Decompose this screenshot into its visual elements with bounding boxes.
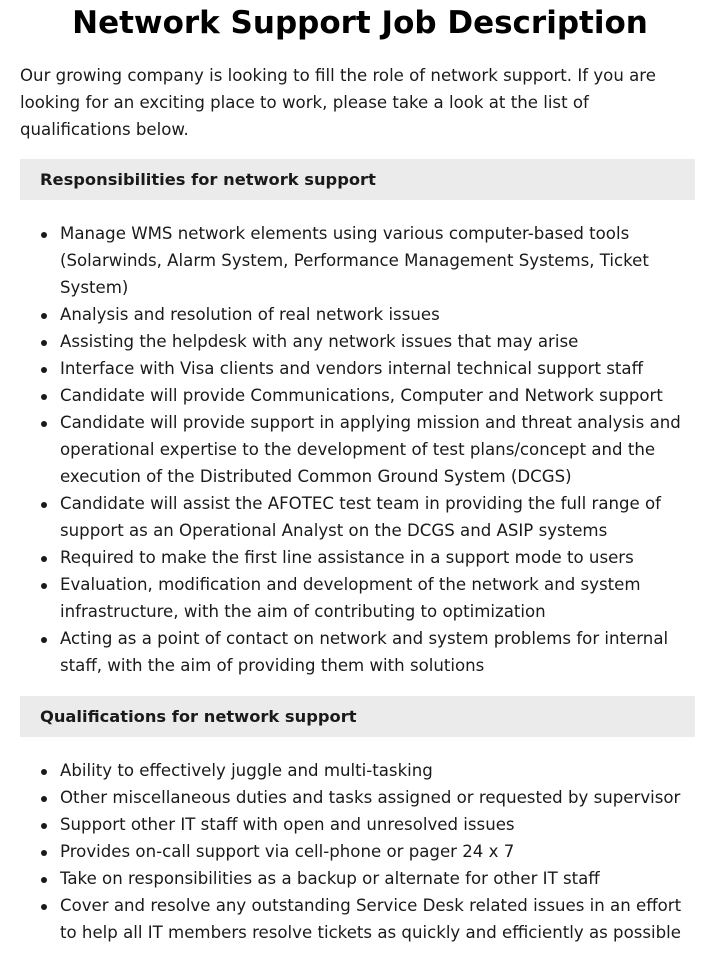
qualifications-list — [20, 757, 695, 946]
list-item: Interface with Visa clients and vendors internal technical support staff — [20, 355, 695, 382]
intro-paragraph: Our growing company is looking to fill the role of network support. If you are looking for an exciting place to work, please take a look at the list of qualifications below. — [20, 66, 656, 139]
list-item: Candidate will provide support in applying mission and threat analysis and operational expertise to the development of test plans/concept and the execution of the Distributed Common Ground System (DCGS) — [20, 409, 695, 490]
page-title: Network Support Job Description — [72, 5, 648, 41]
list-item: Evaluation, modification and development of the network and system infrastructure, with the aim of contributing to optimization — [20, 571, 695, 625]
list-item: Cover and resolve any outstanding Service Desk related issues in an effort to help all IT members resolve tickets as quickly and efficiently as possible — [20, 892, 695, 946]
responsibilities-heading: Responsibilities for network support — [20, 159, 695, 200]
list-item: Candidate will provide Communications, Computer and Network support — [20, 382, 695, 409]
list-item: Other miscellaneous duties and tasks assigned or requested by supervisor — [20, 784, 695, 811]
list-item: Take on responsibilities as a backup or alternate for other IT staff — [20, 865, 695, 892]
list-item: Assisting the helpdesk with any network issues that may arise — [20, 328, 695, 355]
list-item: Required to make the first line assistance in a support mode to users — [20, 544, 695, 571]
list-item: Manage WMS network elements using various computer-based tools (Solarwinds, Alarm System, Performance Management Systems, Ticket System) — [20, 220, 695, 301]
list-item: Acting as a point of contact on network and system problems for internal staff, with the aim of providing them with solutions — [20, 625, 695, 679]
list-item: Candidate will assist the AFOTEC test team in providing the full range of support as an Operational Analyst on the DCGS and ASIP systems — [20, 490, 695, 544]
list-item: Ability to effectively juggle and multi-tasking — [20, 757, 695, 784]
list-item: Support other IT staff with open and unresolved issues — [20, 811, 695, 838]
list-item: Analysis and resolution of real network issues — [20, 301, 695, 328]
responsibilities-list — [20, 220, 695, 679]
qualifications-heading: Qualifications for network support — [20, 696, 695, 737]
list-item: Provides on-call support via cell-phone or pager 24 x 7 — [20, 838, 695, 865]
